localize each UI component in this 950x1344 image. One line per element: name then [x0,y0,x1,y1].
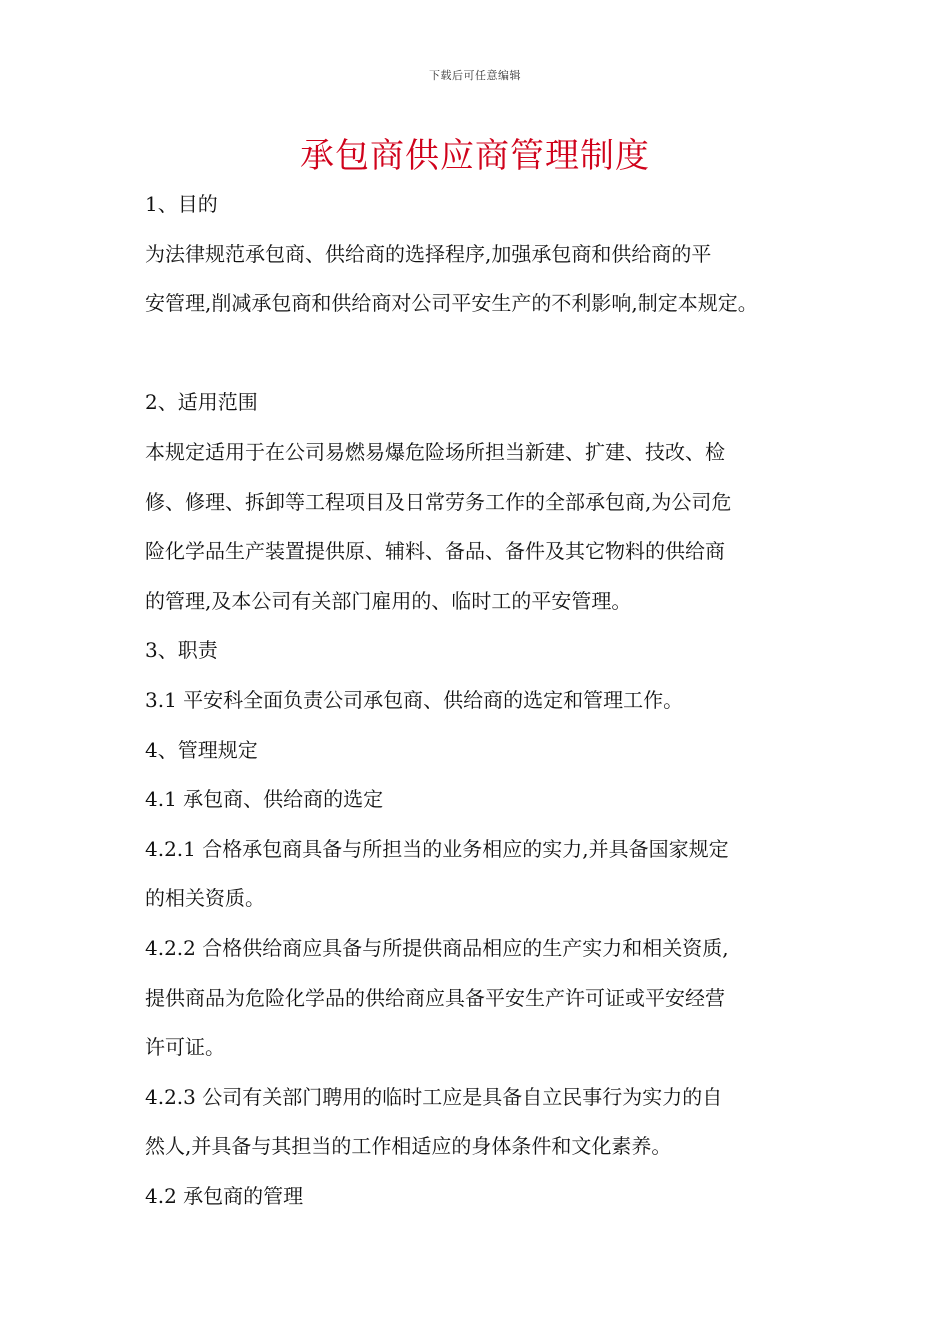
paragraph-line: 提供商品为危险化学品的供给商应具备平安生产许可证或平安经营 [145,985,725,1010]
paragraph-line: 险化学品生产装置提供原、辅料、备品、备件及其它物料的供给商 [145,539,725,564]
section-heading-management: 4、管理规定 [145,737,258,762]
paragraph-line: 4.2.1 合格承包商具备与所担当的业务相应的实力,并具备国家规定 [145,836,729,861]
document-body [145,180,810,1221]
header-note: 下载后可任意编辑 [429,69,521,82]
subsection-heading: 4.1 承包商、供给商的选定 [145,787,384,812]
section-heading-duties: 3、职责 [145,638,218,663]
blank-line [145,329,810,379]
paragraph-line: 为法律规范承包商、供给商的选择程序,加强承包商和供给商的平 [145,241,712,266]
paragraph-line: 许可证。 [145,1035,225,1060]
page-title: 承包商供应商管理制度 [300,136,650,176]
paragraph-line: 4.2.2 合格供给商应具备与所提供商品相应的生产实力和相关资质, [145,935,729,960]
subsection-heading: 4.2 承包商的管理 [145,1183,304,1208]
paragraph-line: 安管理,削减承包商和供给商对公司平安生产的不利影响,制定本规定。 [145,291,758,316]
paragraph-line: 的管理,及本公司有关部门雇用的、临时工的平安管理。 [145,588,632,613]
paragraph-line: 4.2.3 公司有关部门聘用的临时工应是具备自立民事行为实力的自 [145,1084,723,1109]
paragraph-line: 本规定适用于在公司易燃易爆危险场所担当新建、扩建、技改、检 [145,439,725,464]
paragraph-line: 的相关资质。 [145,886,265,911]
paragraph-line: 3.1 平安科全面负责公司承包商、供给商的选定和管理工作。 [145,687,684,712]
paragraph-line: 修、修理、拆卸等工程项目及日常劳务工作的全部承包商,为公司危 [145,489,732,514]
paragraph-line: 然人,并具备与其担当的工作相适应的身体条件和文化素养。 [145,1134,672,1159]
section-heading-scope: 2、适用范围 [145,390,258,415]
section-heading-purpose: 1、目的 [145,192,218,216]
